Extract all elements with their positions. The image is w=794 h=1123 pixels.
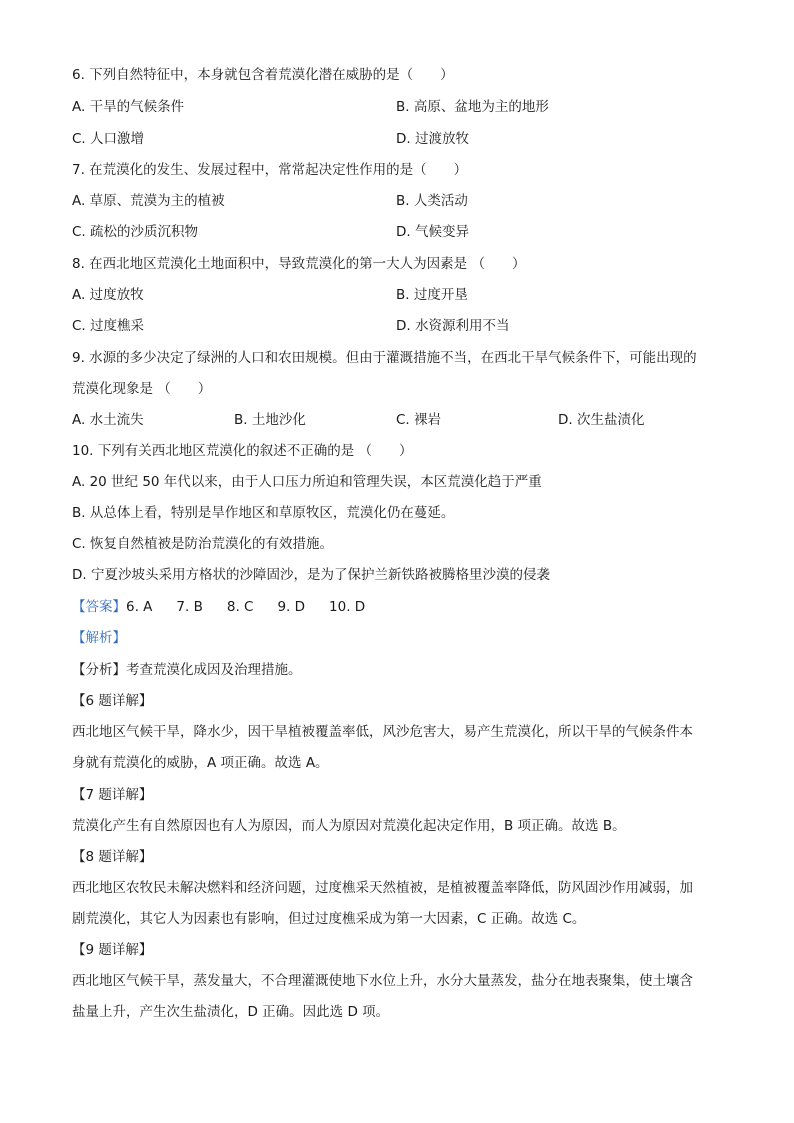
question-9-stem: 9. 水源的多少决定了绿洲的人口和农田规模。但由于灌溉措施不当，在西北干旱气候条件下，可能出现的: [72, 350, 697, 366]
answer-item: 10. D: [329, 599, 366, 615]
question-7-stem: 7. 在荒漠化的发生、发展过程中，常常起决定性作用的是（ ）: [72, 162, 468, 178]
answer-items: [126, 599, 365, 615]
detail-6-line-2: 身就有荒漠化的威胁，A 项正确。故选 A。: [72, 755, 329, 771]
question-8-stem: 8. 在西北地区荒漠化土地面积中，导致荒漠化的第一大人为因素是 （ ）: [72, 256, 526, 272]
answer-item: 6. A: [126, 599, 153, 615]
question-9-option-c: C. 裸岩: [396, 412, 442, 428]
question-8-option-c: C. 过度樵采: [72, 318, 145, 334]
question-10-option-b: B. 从总体上看，特别是旱作地区和草原牧区，荒漠化仍在蔓延。: [72, 505, 455, 521]
analysis-summary: 【分析】考查荒漠化成因及治理措施。: [72, 662, 302, 678]
question-9-stem-cont: 荒漠化现象是 （ ）: [72, 381, 212, 397]
detail-6-heading: 【6 题详解】: [72, 693, 153, 709]
question-6-option-b: B. 高原、盆地为主的地形: [396, 99, 549, 115]
question-7-option-c: C. 疏松的沙质沉积物: [72, 224, 199, 240]
detail-9-line-1: 西北地区气候干旱，蒸发量大，不合理灌溉使地下水位上升，水分大量蒸发，盐分在地表聚集，使土壤含: [72, 973, 693, 989]
question-7-option-a: A. 草原、荒漠为主的植被: [72, 193, 225, 209]
answer-item: 9. D: [277, 599, 306, 615]
detail-8-line-1: 西北地区农牧民未解决燃料和经济问题，过度樵采天然植被，是植被覆盖率降低，防风固沙作用减弱，加: [72, 880, 693, 896]
question-10-stem: 10. 下列有关西北地区荒漠化的叙述不正确的是 （ ）: [72, 443, 413, 459]
question-10-option-a: A. 20 世纪 50 年代以来，由于人口压力所迫和管理失误，本区荒漠化趋于严重: [72, 474, 542, 490]
detail-7-heading: 【7 题详解】: [72, 787, 153, 803]
question-7-option-b: B. 人类活动: [396, 193, 468, 209]
question-8-option-a: A. 过度放牧: [72, 287, 144, 303]
analysis-label: 【解析】: [72, 630, 126, 646]
answer-item: 8. C: [226, 599, 254, 615]
question-6-stem: 6. 下列自然特征中，本身就包含着荒漠化潜在威胁的是（ ）: [72, 67, 454, 83]
question-9-option-a: A. 水土流失: [72, 412, 144, 428]
detail-8-line-2: 剧荒漠化，其它人为因素也有影响，但过过度樵采成为第一大因素，C 正确。故选 C。: [72, 911, 586, 927]
question-10-option-c: C. 恢复自然植被是防治荒漠化的有效措施。: [72, 536, 334, 552]
detail-6-line-1: 西北地区气候干旱，降水少，因干旱植被覆盖率低，风沙危害大，易产生荒漠化，所以干旱的气候条件本: [72, 724, 693, 740]
detail-7-line-1: 荒漠化产生有自然原因也有人为原因，而人为原因对荒漠化起决定作用，B 项正确。故选 B。: [72, 818, 626, 834]
question-7-option-d: D. 气候变异: [396, 224, 469, 240]
question-8-option-b: B. 过度开垦: [396, 287, 468, 303]
question-6-option-d: D. 过渡放牧: [396, 131, 469, 147]
question-10-option-d: D. 宁夏沙坡头采用方格状的沙障固沙，是为了保护兰新铁路被腾格里沙漠的侵袭: [72, 567, 550, 583]
question-6-option-c: C. 人口激增: [72, 131, 145, 147]
answer-line: [72, 598, 365, 616]
detail-9-line-2: 盐量上升，产生次生盐渍化，D 正确。因此选 D 项。: [72, 1004, 390, 1020]
answer-label: 【答案】: [72, 599, 126, 615]
detail-9-heading: 【9 题详解】: [72, 942, 153, 958]
detail-8-heading: 【8 题详解】: [72, 849, 153, 865]
question-9-option-d: D. 次生盐渍化: [558, 412, 645, 428]
question-8-option-d: D. 水资源利用不当: [396, 318, 510, 334]
question-9-option-b: B. 土地沙化: [234, 412, 306, 428]
question-6-option-a: A. 干旱的气候条件: [72, 99, 185, 115]
answer-item: 7. B: [176, 599, 203, 615]
